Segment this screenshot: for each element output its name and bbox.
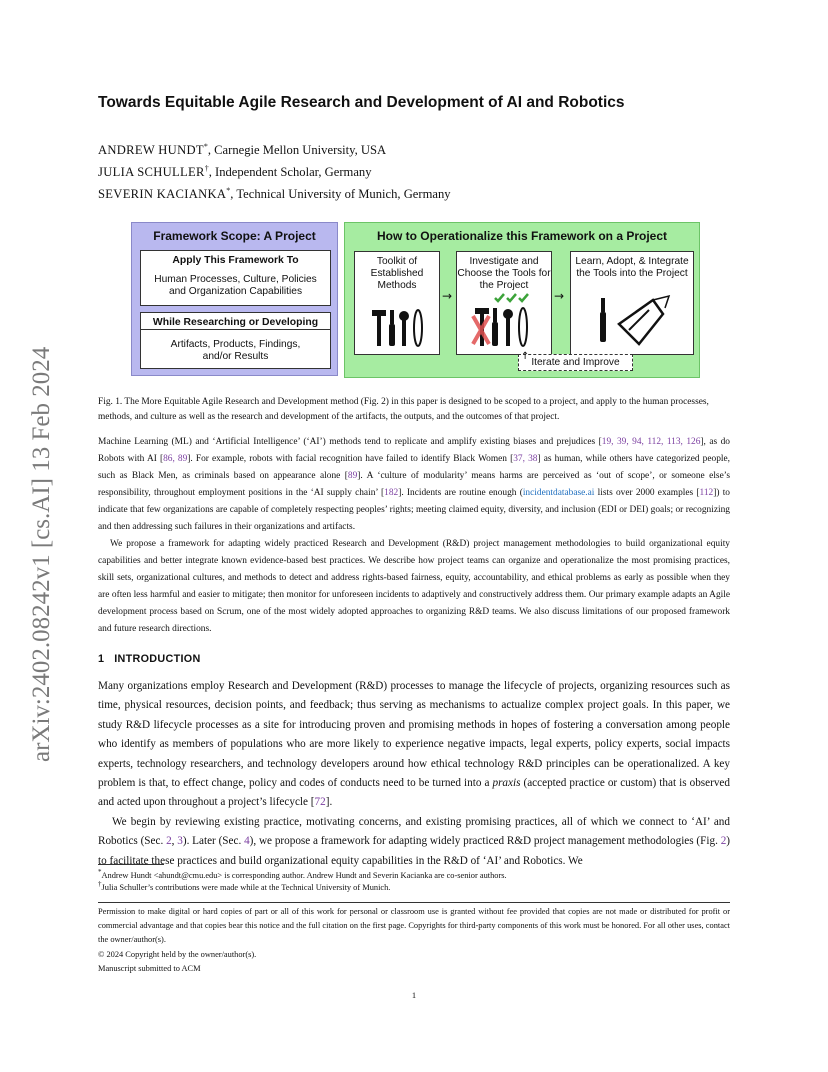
footnote [98, 880, 390, 892]
footnote-mark: † [98, 880, 102, 888]
citation-link[interactable]: 37, 38 [513, 454, 538, 464]
section-link[interactable]: 3 [177, 835, 183, 848]
citation-link[interactable]: 72 [314, 796, 326, 809]
toolkit-label: Toolkit of Established Methods [370, 256, 424, 291]
abstract [98, 434, 730, 638]
text-run: (accepted practice or custom) that is observed and acted upon throughout a project’s lifecycle [ [98, 777, 730, 809]
apply-framework-box [140, 250, 331, 306]
section-number: 1 [98, 653, 105, 665]
abstract-paragraph [98, 434, 730, 536]
arrow-right-icon: → [554, 289, 565, 303]
arxiv-stamp: arXiv:2402.08242v1 [cs.AI] 13 Feb 2024 [28, 346, 55, 762]
author-affiliation: , Carnegie Mellon University, USA [207, 143, 387, 158]
research-body: Artifacts, Products, Findings, and/or Results [170, 339, 301, 362]
figure-link[interactable]: 2 [720, 835, 727, 848]
operationalize-panel [344, 222, 700, 378]
manuscript-note: Manuscript submitted to ACM [98, 963, 201, 973]
incident-database-link[interactable]: incidentdatabase.ai [522, 488, 595, 498]
citation-link[interactable]: 182 [384, 488, 399, 498]
investigate-label: Investigate and Choose the Tools for the Project [457, 256, 551, 291]
apply-framework-heading: Apply This Framework To [172, 255, 299, 266]
abstract-paragraph: We propose a framework for adapting widely practiced Research and Development (R&D) project management methodologies to build organizational equity capabilities and better integrate known evidence-based best practices. We describe how project teams can organize and operationalize the most promising practices, skill sets, organizational cultures, and methods to detect and address rights-based fairness, equity, accountability, and ethical problems as early as possible when they are often less harmful and easier to mitigate; then monitor for unforeseen incidents to adaptively and constructively address them. Our primary example adapts an Agile development process based on Scrum, one of the most widely adopted approaches to organizing R&D teams. We also discuss limitations of our proposed framework and future research directions. [98, 539, 730, 634]
text-run: Many organizations employ Research and Development (R&D) processes to manage the lifecycle of projects, organizing resources such as time, physical resources, decision points, and feedback; thus serving as mechanisms to actualize complex project goals. In this paper, we study R&D lifecycle processes as a site for introducing proven and promising methods in hopes of fostering a conversation among people who identify as members of populations who are more likely to experience negative impacts, legal experts, policy experts, social impacts experts, technology researchers, and technology developers around how ethical technology R&D principles can be operationalized. A key problem is that, to effect change, policy and codes of conducts need to be turned into a [98, 680, 730, 790]
integrate-box [570, 251, 694, 355]
citation-link[interactable]: 86, 89 [163, 454, 188, 464]
intro-paragraph [98, 813, 730, 871]
text-run: ), we propose a framework for adapting widely practiced R&D project management methodologies (Fig. [249, 835, 721, 848]
text-run: ). Later (Sec. [182, 835, 245, 848]
section-heading [98, 653, 201, 665]
text-run: , [171, 835, 178, 848]
emphasis: praxis [492, 777, 521, 790]
investigate-box [456, 251, 552, 355]
author-affiliation: , Technical University of Munich, Germany [230, 187, 451, 202]
iterate-box [518, 354, 633, 371]
text-run: ) to facilitate these practices and build organizational equity capabilities in the R&D of ‘AI’ and Robotics. We [98, 835, 731, 867]
author-line [98, 142, 386, 158]
operationalize-title: How to Operationalize this Framework on a Project [376, 229, 668, 243]
text-run: ]) to indicate that few organizations are capable of completely respecting peoples’ rights; meeting claimed equity, diversity, and inclusion (EDI or DEI) goals; or recognizing and then addressing such failures in their organizations and artifacts. [98, 488, 730, 532]
arrow-right-icon: → [442, 289, 453, 303]
text-run: ]. For example, robots with facial recognition have failed to identify Black Women [ [187, 454, 514, 464]
text-run: Machine Learning (ML) and ‘Artificial Intelligence’ (‘AI’) methods tend to replicate and amplify existing biases and prejudices [ [98, 437, 602, 447]
text-run: ]. Incidents are routine enough ( [398, 488, 523, 498]
author-line [98, 186, 451, 202]
footnote [98, 868, 507, 880]
page-number: 1 [411, 990, 417, 1000]
iterate-label: Iterate and Improve [531, 357, 620, 368]
citation-link[interactable]: 19, 39, 94, 112, 113, 126 [601, 437, 701, 447]
footnote-rule [98, 864, 164, 865]
footnote-text: Julia Schuller’s contributions were made while at the Technical University of Munich. [101, 882, 391, 892]
section-title: INTRODUCTION [114, 653, 201, 665]
text-run: We begin by reviewing existing practice, motivating concerns, and existing promising practices, all of which we connect to ‘AI’ and Robotics (Sec. [98, 815, 730, 848]
apply-framework-body: Human Processes, Culture, Policies and Organization Capabilities [154, 274, 317, 297]
text-run: lists over 2000 examples [ [594, 488, 700, 498]
author-affiliation: , Independent Scholar, Germany [208, 165, 372, 180]
integrate-label: Learn, Adopt, & Integrate the Tools into the Project [575, 256, 689, 279]
figure-caption: Fig. 1. The More Equitable Agile Research and Development method (Fig. 2) in this paper is designed to be scoped to a project, and apply to the human processes, methods, and culture as well as the research and development of the artifacts, the outputs, and the outcomes of that project. [98, 397, 709, 422]
author-mark: * [226, 186, 231, 195]
text-run: ] as human, while others have categorized people, such as Black Men, as criminals based on appearance alone [ [98, 454, 731, 481]
section-link[interactable]: 2 [166, 835, 172, 848]
permission-text: Permission to make digital or hard copies of part or all of this work for personal or classroom use is granted without fee provided that copies are not made or distributed for profit or commercial advantage and that copies bear this notice and the full citation on the first page. Copyrights for third-party components of this work must be honored. For all other uses, contact the owner/author(s). [98, 907, 730, 945]
citation-link[interactable]: 89 [347, 471, 358, 481]
author-name: JULIA SCHULLER [98, 165, 205, 180]
arrow-up-icon: ↑ [521, 351, 530, 362]
research-heading: While Researching or Developing [152, 317, 319, 328]
paper-title: Towards Equitable Agile Research and Development of AI and Robotics [98, 94, 625, 111]
integrate-tools-icon [593, 294, 673, 354]
framework-scope-title: Framework Scope: A Project [153, 229, 316, 243]
author-name: ANDREW HUNDT [98, 143, 204, 158]
footnote-mark: * [98, 868, 102, 876]
author-mark: * [203, 142, 208, 151]
author-mark: † [204, 164, 209, 173]
research-box [140, 312, 331, 369]
footnote-text: Andrew Hundt <ahundt@cmu.edu> is corresponding author. Andrew Hundt and Severin Kacianka are co-senior authors. [101, 870, 507, 880]
toolkit-box [354, 251, 440, 355]
copyright-text: © 2024 Copyright held by the owner/author(s). [98, 949, 257, 959]
figure-1 [131, 222, 700, 378]
author-name: SEVERIN KACIANKA [98, 187, 227, 202]
text-run: ], as do Robots with AI [ [98, 437, 730, 464]
chosen-tools-icon [469, 292, 539, 352]
citation-link[interactable]: 112 [699, 488, 714, 498]
author-line [98, 164, 372, 180]
framework-scope-panel [131, 222, 338, 376]
section-link[interactable]: 4 [244, 835, 250, 848]
intro-paragraph [98, 677, 730, 813]
permission-rule [98, 902, 730, 903]
text-run: ]. A ‘culture of modularity’ means harms are perceived as ‘out of scope’, or someone else’s responsibility, throughout employment positions in the ‘AI supply chain’ [ [98, 471, 730, 498]
introduction-body [98, 677, 730, 871]
text-run: ]. [325, 796, 333, 809]
tools-icon [368, 306, 428, 350]
permission-block [98, 905, 730, 976]
